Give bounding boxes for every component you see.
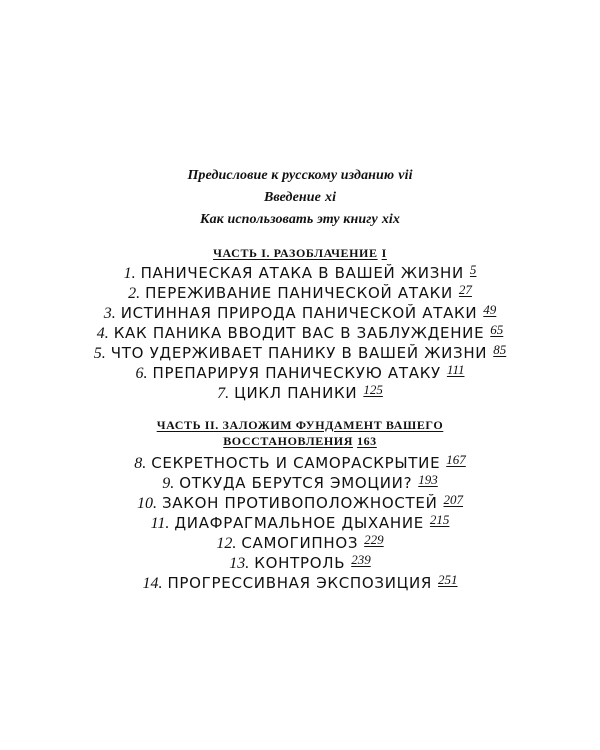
part-1-heading <box>0 246 600 261</box>
chapter-page: 27 <box>458 282 472 297</box>
chapter-page: 5 <box>469 262 477 277</box>
chapter-entry <box>0 514 600 533</box>
chapter-number: 4. <box>96 325 109 342</box>
chapter-entry <box>0 264 600 283</box>
chapter-page: 229 <box>364 532 384 547</box>
chapter-number: 2. <box>128 285 141 302</box>
chapter-title: ПЕРЕЖИВАНИЕ ПАНИЧЕСКОЙ АТАКИ <box>145 284 453 302</box>
chapter-page: 207 <box>443 492 464 507</box>
chapter-number: 9. <box>162 475 175 492</box>
chapter-page: 167 <box>446 452 466 467</box>
chapter-title: ПАНИЧЕСКАЯ АТАКА В ВАШЕЙ ЖИЗНИ <box>140 264 464 282</box>
entry-page: vii <box>398 168 413 183</box>
part-title: ЧАСТЬ I. РАЗОБЛАЧЕНИЕ <box>213 246 378 260</box>
chapter-title: ИСТИННАЯ ПРИРОДА ПАНИЧЕСКОЙ АТАКИ <box>120 304 478 322</box>
chapter-number: 11. <box>150 515 170 532</box>
chapter-number: 1. <box>123 265 136 282</box>
chapter-title: ДИАФРАГМАЛЬНОЕ ДЫХАНИЕ <box>174 514 424 532</box>
chapter-entry <box>0 304 600 323</box>
chapter-number: 10. <box>136 495 157 512</box>
chapter-number: 14. <box>142 575 163 592</box>
chapter-entry <box>0 494 600 513</box>
chapter-page: 49 <box>483 302 497 317</box>
entry-title: Предисловие к русскому изданию <box>187 168 395 183</box>
entry-title: Введение <box>263 190 321 205</box>
chapter-number: 3. <box>103 305 116 322</box>
chapter-page: 251 <box>438 572 458 587</box>
part-title: ЧАСТЬ II. ЗАЛОЖИМ ФУНДАМЕНТ ВАШЕГО <box>156 418 444 432</box>
chapter-page: 239 <box>351 552 371 567</box>
chapter-page: 65 <box>490 322 504 337</box>
toc-entry-introduction <box>0 190 600 206</box>
toc-entry-how-to-use <box>0 212 600 228</box>
chapter-entry <box>0 364 600 383</box>
chapter-entry <box>0 474 600 493</box>
chapter-entry <box>0 534 600 553</box>
chapter-number: 5. <box>93 345 106 362</box>
chapter-title: ЧТО УДЕРЖИВАЕТ ПАНИКУ В ВАШЕЙ ЖИЗНИ <box>110 344 488 362</box>
chapter-title: САМОГИПНОЗ <box>241 534 359 552</box>
chapter-title: СЕКРЕТНОСТЬ И САМОРАСКРЫТИЕ <box>151 454 441 472</box>
entry-page: xi <box>324 190 337 205</box>
chapter-page: 111 <box>446 362 465 377</box>
entry-page: xix <box>381 212 401 227</box>
chapter-page: 125 <box>363 382 383 397</box>
chapter-entry <box>0 284 600 303</box>
chapter-title: ПРОГРЕССИВНАЯ ЭКСПОЗИЦИЯ <box>167 574 433 592</box>
chapter-title: КАК ПАНИКА ВВОДИТ ВАС В ЗАБЛУЖДЕНИЕ <box>113 324 485 342</box>
chapter-title: ПРЕПАРИРУЯ ПАНИЧЕСКУЮ АТАКУ <box>152 364 441 382</box>
part-page: 163 <box>356 434 377 448</box>
chapter-entry <box>0 454 600 473</box>
part-page: I <box>381 246 387 260</box>
toc-entry-foreword <box>0 168 600 184</box>
chapter-title: ЗАКОН ПРОТИВОПОЛОЖНОСТЕЙ <box>161 494 438 512</box>
chapter-title: ОТКУДА БЕРУТСЯ ЭМОЦИИ? <box>179 474 413 492</box>
chapter-page: 85 <box>493 342 507 357</box>
chapter-number: 6. <box>135 365 148 382</box>
chapter-title: ЦИКЛ ПАНИКИ <box>234 384 358 402</box>
part-2-heading-line-2 <box>0 434 600 449</box>
chapter-title: КОНТРОЛЬ <box>254 554 346 572</box>
entry-title: Как использовать эту книгу <box>199 212 378 227</box>
chapter-number: 7. <box>217 385 230 402</box>
chapter-number: 13. <box>229 555 250 572</box>
chapter-entry <box>0 324 600 343</box>
chapter-number: 8. <box>134 455 147 472</box>
chapter-page: 215 <box>429 512 450 527</box>
part-2-heading-line-1 <box>0 418 600 433</box>
chapter-entry <box>0 554 600 573</box>
chapter-number: 12. <box>216 535 237 552</box>
chapter-entry <box>0 384 600 403</box>
chapter-page: 193 <box>418 472 438 487</box>
chapter-entry <box>0 574 600 593</box>
chapter-entry <box>0 344 600 363</box>
part-title: ВОССТАНОВЛЕНИЯ <box>223 434 353 448</box>
